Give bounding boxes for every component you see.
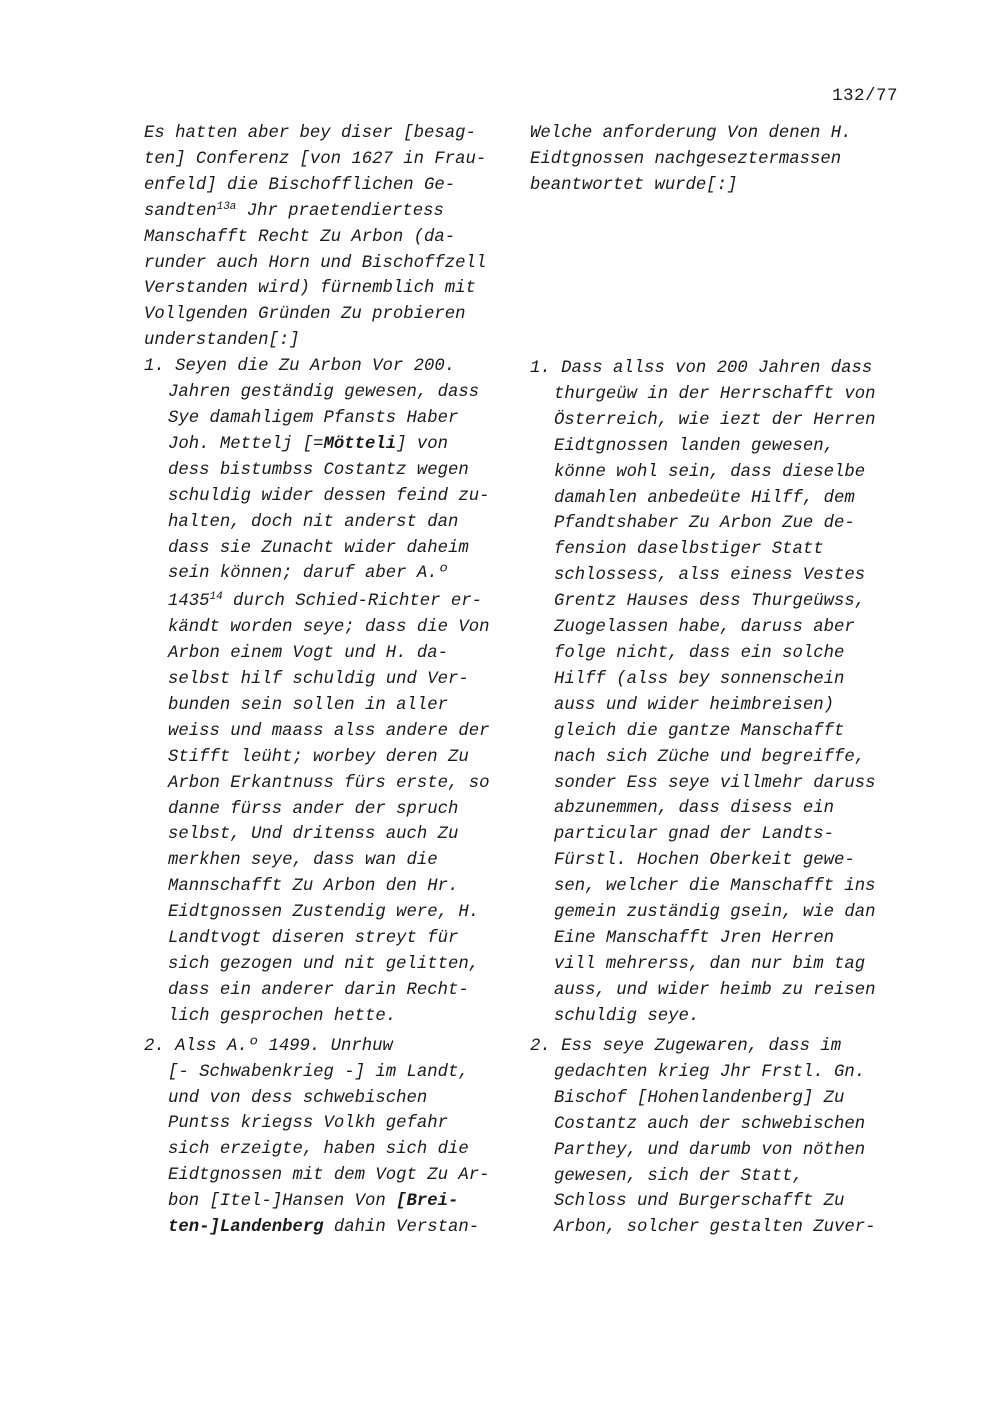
text-line: Grentz Hauses dess Thurgeüwss, (554, 592, 866, 612)
text-line: bunden sein sollen in aller (168, 695, 449, 715)
text-line: understanden[:] (144, 331, 300, 351)
text-line: enfeld] die Bischofflichen Ge- (144, 175, 456, 195)
text-line: Mannschafft Zu Arbon den Hr. (168, 877, 459, 897)
text-line: Costantz auch der schwebischen (554, 1114, 866, 1134)
text-segment: ] von (396, 434, 449, 454)
text-segment: Jhr praetendiertess (236, 201, 444, 221)
text-line: Arbon Erkantnuss fürs erste, so (168, 773, 490, 793)
text-line: Eidtgnossen landen gewesen, (554, 436, 835, 456)
item-first-line: 1. Seyen die Zu Arbon Vor 200. (144, 357, 456, 377)
text-line: lich gesprochen hette. (168, 1006, 397, 1026)
text-line: danne fürss ander der spruch (168, 799, 459, 819)
text-line: halten, doch nit anderst dan (168, 512, 459, 532)
bold-name: [Brei- (396, 1192, 459, 1212)
text-line: Arbon, solcher gestalten Zuver- (554, 1218, 876, 1238)
text-segment: bon [Itel-]Hansen Von (168, 1192, 397, 1212)
text-line: auss, und wider heimb zu reisen (554, 980, 876, 1000)
numbered-item-1 (144, 354, 516, 1030)
text-line: damahlen anbedeüte Hilff, dem (554, 488, 855, 508)
right-column (530, 121, 905, 199)
text-line: abzunemmen, dass disess ein (554, 799, 835, 819)
text-line: beantwortet wurde[:] (530, 175, 738, 195)
text-line: dess bistumbss Costantz wegen (168, 460, 469, 480)
text-line: Welche anforderung Von denen H. (530, 124, 852, 143)
text-segment: 1435 (168, 592, 210, 612)
text-line: gewesen, sich der Statt, (554, 1166, 803, 1186)
text-line: Verstanden wird) fürnemblich mit (144, 279, 476, 299)
text-line: thurgeüw in der Herrschafft von (554, 384, 876, 404)
text-line: particular gnad der Landts- (554, 825, 835, 845)
footnote-marker: 14 (209, 591, 223, 604)
text-line: nach sich Züche und begreiffe, (554, 747, 866, 767)
text-line: schuldig seye. (554, 1006, 700, 1026)
text-line: Hilff (alss bey sonnenschein (554, 669, 845, 689)
text-line: runder auch Horn und Bischoffzell (144, 253, 487, 273)
text-line: Landtvogt diseren streyt für (168, 929, 459, 949)
text-line: sein können; daruf aber A.º (168, 564, 449, 584)
text-line: Stifft leüht; worbey deren Zu (168, 747, 469, 767)
text-line: ten] Conferenz [von 1627 in Frau- (144, 149, 487, 169)
text-line (144, 589, 516, 615)
text-line: sonder Ess seye villmehr daruss (554, 773, 876, 793)
text-line: gleich die gantze Manschafft (554, 721, 845, 741)
text-line: dass ein anderer darin Recht- (168, 980, 469, 1000)
text-segment: durch Schied-Richter er- (222, 592, 482, 612)
text-line: gedachten krieg Jhr Frstl. Gn. (554, 1062, 866, 1082)
text-line: Eine Manschafft Jren Herren (554, 928, 835, 948)
right-item-2 (530, 1034, 905, 1241)
bold-name: Mötteli (323, 434, 397, 454)
text-line: Fürstl. Hochen Oberkeit gewe- (554, 851, 855, 871)
text-line: Eidtgnossen Zustendig were, H. (168, 903, 480, 923)
text-line: auss und wider heimbreisen) (554, 695, 835, 715)
text-line: gemein zuständig gsein, wie dan (554, 903, 876, 923)
text-line: vill mehrerss, dan nur bim tag (554, 954, 866, 974)
text-line: folge nicht, dass ein solche (554, 643, 845, 663)
text-line: kändt worden seye; dass die Von (168, 618, 490, 638)
text-segment: dahin Verstan- (323, 1218, 480, 1238)
item-first-line: 2. Alss A.º 1499. Unrhuw (144, 1036, 393, 1056)
bold-name: ten-]Landenberg (168, 1218, 324, 1238)
text-segment: sandten (144, 201, 217, 221)
text-line: weiss und maass alss andere der (168, 721, 490, 741)
text-line: Pfandtshaber Zu Arbon Zue de- (554, 514, 855, 534)
numbered-item-2 (144, 1034, 516, 1241)
item-first-line: 1. Dass allss von 200 Jahren dass (530, 359, 873, 378)
text-line: dass sie Zunacht wider daheim (168, 538, 469, 558)
footnote-marker: 13a (216, 200, 237, 213)
text-line: Sye damahligem Pfansts Haber (168, 408, 459, 428)
text-line: Bischof [Hohenlandenberg] Zu (554, 1088, 845, 1108)
text-line: Österreich, wie iezt der Herren (554, 410, 876, 430)
text-line: Parthey, und darumb von nöthen (554, 1140, 866, 1160)
text-line: und von dess schwebischen (168, 1088, 428, 1108)
text-line: Manschafft Recht Zu Arbon (da- (144, 227, 456, 247)
right-item-1 (530, 356, 905, 1030)
text-line: Es hatten aber bey diser [besag- (144, 124, 476, 143)
text-line: sich gezogen und nit gelitten, (168, 955, 480, 974)
text-line: Eidtgnossen nachgeseztermassen (530, 149, 842, 169)
text-line (144, 1215, 516, 1241)
text-line (144, 1189, 516, 1215)
text-line: [- Schwabenkrieg -] im Landt, (168, 1062, 469, 1082)
page-number: 132/77 (832, 86, 899, 106)
left-column (144, 121, 516, 1241)
text-line: Jahren geständig gewesen, dass (168, 383, 480, 403)
text-line: Puntss kriegss Volkh gefahr (168, 1114, 449, 1134)
item-first-line: 2. Ess seye Zugewaren, dass im (530, 1037, 842, 1056)
text-line: sich erzeigte, haben sich die (168, 1140, 469, 1160)
text-line: Arbon einem Vogt und H. da- (168, 644, 449, 664)
text-line: Zuogelassen habe, daruss aber (554, 618, 855, 638)
text-line: schlossess, alss einess Vestes (554, 566, 866, 586)
text-line (144, 432, 516, 458)
text-line: könne wohl sein, dass dieselbe (554, 462, 866, 482)
text-line: Eidtgnossen mit dem Vogt Zu Ar- (168, 1166, 490, 1186)
text-line: merkhen seye, dass wan die (168, 851, 438, 871)
text-line: selbst, Und dritenss auch Zu (168, 825, 459, 845)
text-line: sen, welcher die Manschafft ins (554, 877, 876, 897)
text-segment: Joh. Mettelj [= (168, 434, 324, 454)
text-line: selbst hilf schuldig und Ver- (168, 670, 469, 690)
text-line: Vollgenden Gründen Zu probieren (144, 305, 466, 325)
text-line: schuldig wider dessen feind zu- (168, 486, 490, 506)
text-line (144, 199, 516, 225)
text-line: Schloss und Burgerschafft Zu (554, 1192, 845, 1212)
text-line: fension daselbstiger Statt (554, 540, 824, 560)
